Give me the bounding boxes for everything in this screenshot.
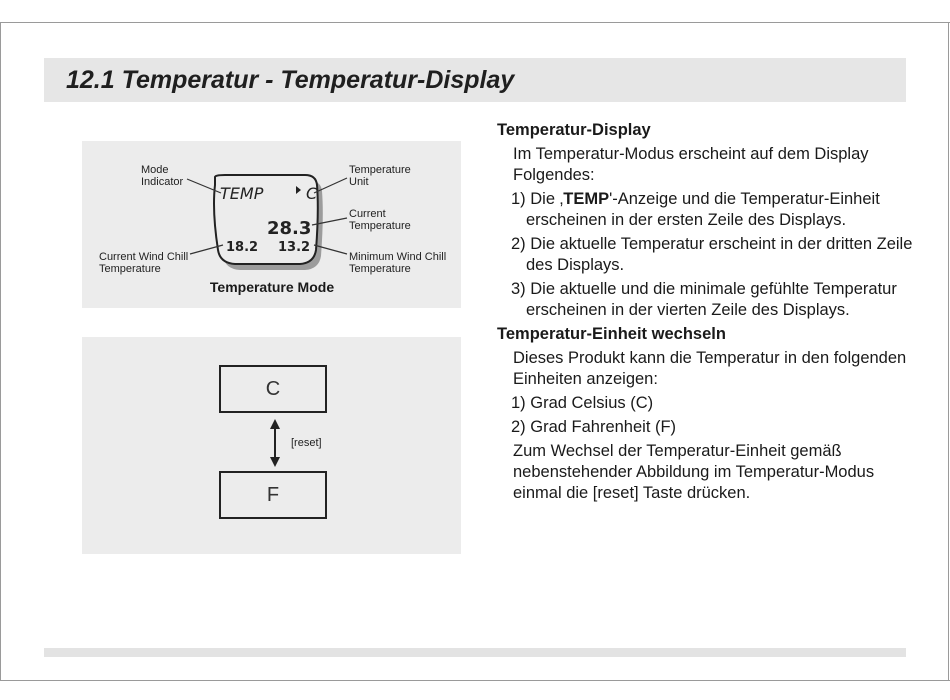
figure-caption: Temperature Mode	[209, 279, 335, 295]
lcd-wind-chill-minimum: 13.2	[278, 240, 311, 255]
lcd-unit-text: C	[306, 184, 318, 203]
list-item-open: 1) Die ‚	[511, 190, 564, 208]
frame-top-line	[0, 22, 950, 23]
section-heading-display: Temperatur-Display	[497, 121, 651, 139]
list-item: 2) Die aktuelle Temperatur erscheint in der dritten Zeile des Displays.	[511, 235, 913, 274]
unit-box-celsius: C	[219, 365, 327, 413]
section-heading-unit: Temperatur-Einheit wechseln	[497, 325, 726, 343]
text-column	[497, 120, 917, 507]
frame-bottom-line	[0, 680, 950, 681]
list-item: 1) Grad Celsius (C)	[511, 394, 654, 412]
label-current-wind-chill: Current Wind Chill Temperature	[99, 251, 189, 275]
page-title: 12.1 Temperatur - Temperatur-Display	[66, 66, 515, 94]
lcd-current-temperature: 28.3	[267, 218, 312, 239]
label-mode-indicator: Mode Indicator	[141, 164, 184, 188]
list-item	[511, 189, 917, 231]
lcd-wind-chill-current: 18.2	[226, 240, 259, 255]
arrow-down-icon	[270, 457, 280, 467]
label-minimum-wind-chill: Minimum Wind Chill Temperature	[349, 251, 447, 275]
reset-label: [reset]	[291, 437, 322, 449]
list-item-rest: '-Anzeige und die Temperatur-Einheit erscheinen in der ersten Zeile des Displays.	[526, 190, 880, 229]
temp-keyword: TEMP	[563, 190, 610, 208]
list-item: 3) Die aktuelle und die minimale gefühlte Temperatur erscheinen in der vierten Zeile des Displays.	[511, 280, 897, 319]
title-bar	[44, 58, 906, 102]
label-current-temperature: Current Temperature	[349, 208, 411, 232]
figure-display-panel	[82, 141, 461, 308]
reset-arrow-drawing	[82, 337, 461, 554]
frame-right-line	[948, 22, 949, 681]
frame-left-line	[0, 22, 1, 681]
footer-bar	[44, 648, 906, 657]
label-temperature-unit: Temperature Unit	[349, 164, 411, 188]
arrow-up-icon	[270, 419, 280, 429]
list-item: 2) Grad Fahrenheit (F)	[511, 418, 677, 436]
figure-units-panel	[82, 337, 461, 554]
section-unit-outro: Zum Wechsel der Temperatur-Einheit gemäß nebenstehender Abbildung im Temperatur-Modus einmal die [reset] Taste drücken.	[513, 442, 875, 502]
section-display-intro: Im Temperatur-Modus erscheint auf dem Display Folgendes:	[513, 145, 869, 184]
section-unit-intro: Dieses Produkt kann die Temperatur in den folgenden Einheiten anzeigen:	[513, 349, 907, 388]
unit-box-fahrenheit: F	[219, 471, 327, 519]
lcd-mode-text: TEMP	[220, 184, 264, 203]
